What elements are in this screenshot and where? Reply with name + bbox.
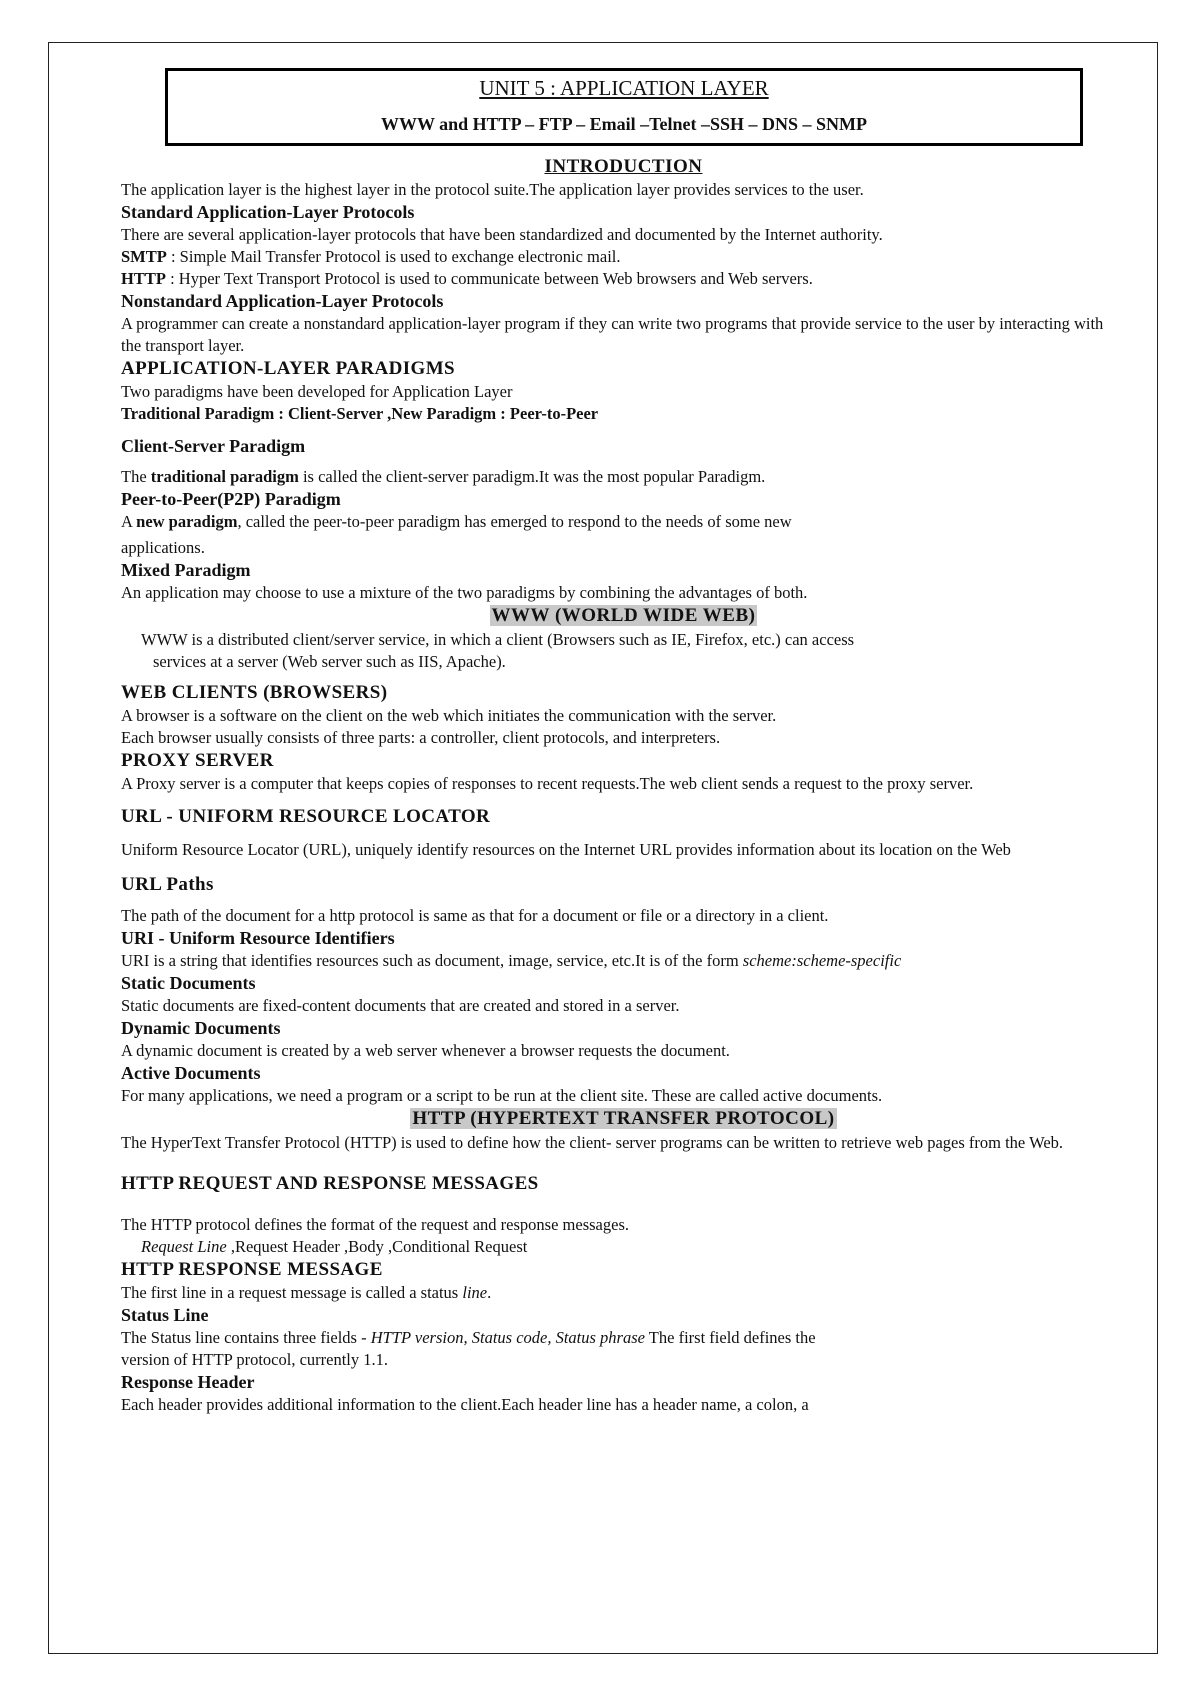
static-docs-heading: Static Documents [121,973,256,993]
http-msgs-text: The HTTP protocol defines the format of the request and response messages. [121,1215,629,1234]
response-header-heading: Response Header [121,1372,255,1392]
client-server-heading: Client-Server Paradigm [121,436,306,456]
p2p-text [121,511,1126,533]
intro-heading: INTRODUCTION [544,156,703,177]
http-text-para: The HyperText Transfer Protocol (HTTP) is used to define how the client- server programs can be written to retrieve web pages from the Web. [121,1133,1064,1152]
p2p-pre: A [121,512,137,531]
web-clients-heading: WEB CLIENTS (BROWSERS) [121,682,388,703]
client-server-text [121,466,1126,488]
url-paths-heading: URL Paths [121,874,214,895]
hr-italic: line [462,1283,488,1302]
document-body [121,155,1126,1416]
dynamic-docs-heading: Dynamic Documents [121,1018,281,1038]
http-response-text [121,1282,1126,1304]
paradigms-bold-line [121,403,1126,425]
http-heading-text: HTTP (HYPERTEXT TRANSFER PROTOCOL) [412,1108,835,1129]
dynamic-docs-text: A dynamic document is created by a web server whenever a browser requests the document. [121,1041,730,1060]
smtp-text: : Simple Mail Transfer Protocol is used to exchange electronic mail. [166,247,621,266]
http-text: : Hyper Text Transport Protocol is used to communicate between Web browsers and Web servers. [165,269,813,288]
p2p-post: , called the peer-to-peer paradigm has emerged to respond to the needs of some new [237,512,792,531]
www-line2: services at a server (Web server such as IIS, Apache). [153,652,506,671]
url-text: Uniform Resource Locator (URL), uniquely identify resources on the Internet URL provides information about its location on the Web [121,840,1011,859]
http-response-heading: HTTP RESPONSE MESSAGE [121,1259,383,1280]
uri-heading: URI - Uniform Resource Identifiers [121,928,395,948]
sl-post: The first field defines the [644,1328,816,1347]
www-heading-text: WWW (WORLD WIDE WEB) [491,605,756,626]
http-label: HTTP [121,269,166,288]
smtp-line [121,246,1126,268]
response-header-text: Each header provides additional information to the client.Each header line has a header name, a colon, a [121,1395,809,1414]
status-line-text-line2: version of HTTP protocol, currently 1.1. [121,1350,388,1369]
uri-text-main: URI is a string that identifies resources such as document, image, service, etc.It is of the form [121,951,743,970]
url-heading: URL - UNIFORM RESOURCE LOCATOR [121,806,491,827]
http-msgs-rest: ,Request Header ,Body ,Conditional Request [226,1237,528,1256]
standard-text: There are several application-layer protocols that have been standardized and documented by the Internet authority. [121,225,883,244]
http-msgs-items [121,1236,1126,1258]
hr-pre: The first line in a request message is called a status [121,1283,463,1302]
paradigms-heading: APPLICATION-LAYER PARADIGMS [121,358,455,379]
web-clients-line2: Each browser usually consists of three parts: a controller, client protocols, and interpreters. [121,728,721,747]
nonstandard-text: A programmer can create a nonstandard application-layer program if they can write two programs that provide service to the user by interacting with the transport layer. [121,314,1104,355]
sl-italic: HTTP version, Status code, Status phrase [370,1328,645,1347]
www-line1: WWW is a distributed client/server service, in which a client (Browsers such as IE, Firefox, etc.) can access [141,630,855,649]
http-line [121,268,1126,290]
sl-pre: The Status line contains three fields - [121,1328,371,1347]
smtp-label: SMTP [121,247,167,266]
proxy-heading: PROXY SERVER [121,750,274,771]
proxy-text: A Proxy server is a computer that keeps copies of responses to recent requests.The web client sends a request to the proxy server. [121,774,974,793]
status-line-heading: Status Line [121,1305,209,1325]
unit-subtitle: WWW and HTTP – FTP – Email –Telnet –SSH – DNS – SNMP [380,114,868,134]
http-msgs-heading: HTTP REQUEST AND RESPONSE MESSAGES [121,1173,539,1194]
paradigms-text: Two paradigms have been developed for Application Layer [121,382,513,401]
p2p-bold: new paradigm [136,512,238,531]
status-line-text [121,1327,1126,1349]
hr-post: . [487,1283,492,1302]
cs-bold: traditional paradigm [150,467,299,486]
uri-text [121,950,1126,972]
www-heading [121,604,1126,629]
http-heading [121,1107,1126,1132]
intro-text: The application layer is the highest layer in the protocol suite.The application layer provides services to the user. [121,180,864,199]
cs-pre: The [121,467,151,486]
web-clients-line1: A browser is a software on the client on the web which initiates the communication with the server. [121,706,777,725]
active-docs-text: For many applications, we need a program or a script to be run at the client site. These are called active documents. [121,1086,883,1105]
http-msgs-italic: Request Line [141,1237,227,1256]
active-docs-heading: Active Documents [121,1063,261,1083]
mixed-text: An application may choose to use a mixture of the two paradigms by combining the advantages of both. [121,583,808,602]
uri-text-italic: scheme:scheme-specific [742,951,902,970]
p2p-text-line2: applications. [121,538,205,557]
cs-post: is called the client-server paradigm.It was the most popular Paradigm. [298,467,766,486]
nonstandard-heading: Nonstandard Application-Layer Protocols [121,291,444,311]
paradigms-bold-text: Traditional Paradigm : Client-Server ,New Paradigm : Peer-to-Peer [121,404,599,423]
standard-heading: Standard Application-Layer Protocols [121,202,415,222]
p2p-heading: Peer-to-Peer(P2P) Paradigm [121,489,341,509]
mixed-heading: Mixed Paradigm [121,560,251,580]
unit-title: UNIT 5 : APPLICATION LAYER [479,76,769,100]
static-docs-text: Static documents are fixed-content documents that are created and stored in a server. [121,996,680,1015]
url-paths-text: The path of the document for a http protocol is same as that for a document or file or a directory in a client. [121,906,829,925]
title-box [165,68,1083,146]
